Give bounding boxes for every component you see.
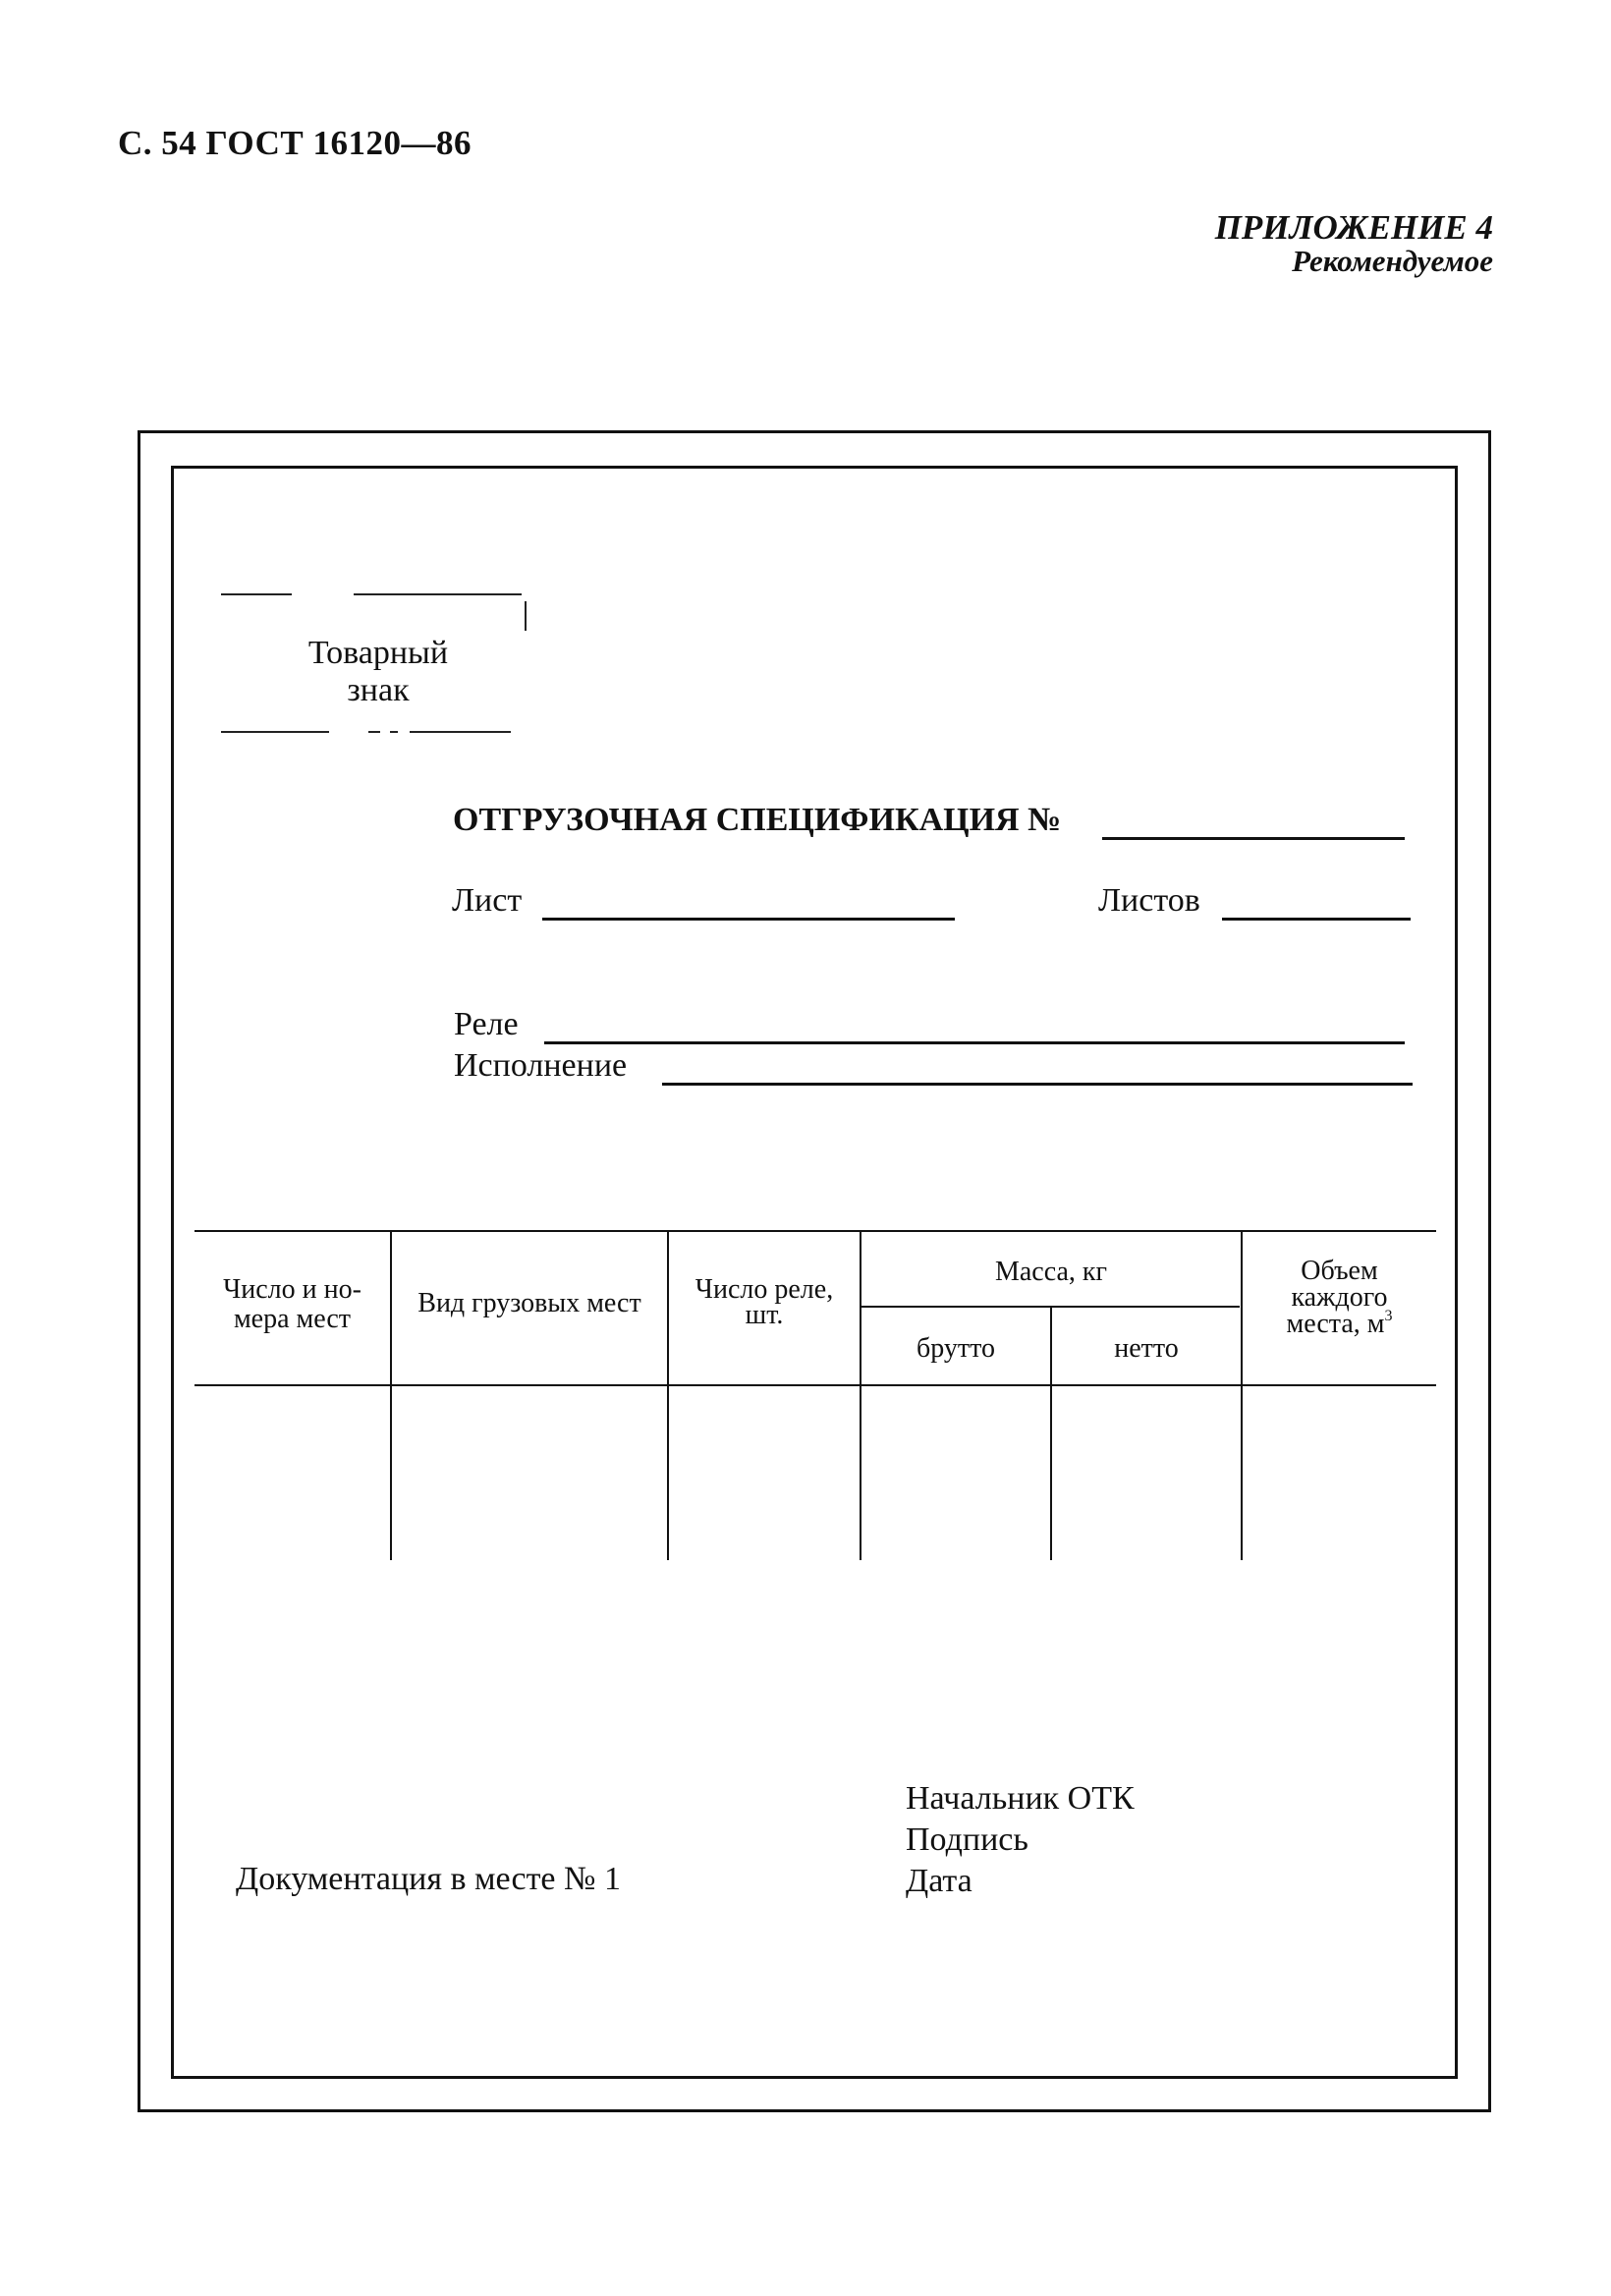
date-label: Дата bbox=[906, 1863, 972, 1899]
table-col-divider bbox=[390, 1230, 392, 1560]
version-field[interactable] bbox=[662, 1083, 1413, 1086]
trademark-border bbox=[354, 593, 409, 595]
trademark-label: Товарный знак bbox=[307, 635, 449, 708]
sheets-label: Листов bbox=[1098, 882, 1200, 919]
appendix-title: ПРИЛОЖЕНИЕ 4 bbox=[1214, 208, 1493, 247]
trademark-border bbox=[525, 601, 527, 631]
sheet-label: Лист bbox=[452, 882, 523, 919]
table-top-rule bbox=[194, 1230, 1436, 1232]
col-gross-header: брутто bbox=[917, 1333, 995, 1364]
sheets-field[interactable] bbox=[1222, 918, 1411, 921]
trademark-border bbox=[410, 731, 511, 733]
table-header-rule bbox=[194, 1384, 1436, 1386]
appendix-heading bbox=[1215, 208, 1493, 279]
trademark-border bbox=[221, 731, 329, 733]
col-places-header: Число и но- мера мест bbox=[223, 1274, 361, 1334]
col-mass-header: Масса, кг bbox=[994, 1257, 1108, 1287]
trademark-border bbox=[221, 593, 292, 595]
signature-label: Подпись bbox=[906, 1821, 1028, 1858]
qc-chief-label: Начальник ОТК bbox=[906, 1780, 1135, 1817]
col-cargo-header: Вид грузовых мест bbox=[417, 1288, 641, 1318]
trademark-border bbox=[408, 593, 522, 595]
documentation-note: Документация в месте № 1 bbox=[236, 1861, 621, 1897]
version-label: Исполнение bbox=[454, 1047, 628, 1084]
signature-block bbox=[906, 1778, 1135, 1902]
col-relay-header: Число реле, шт. bbox=[694, 1274, 834, 1330]
spec-number-field[interactable] bbox=[1102, 837, 1405, 840]
page-header: С. 54 ГОСТ 16120—86 bbox=[118, 124, 472, 162]
trademark-border bbox=[390, 731, 398, 733]
trademark-box bbox=[221, 593, 535, 737]
sheet-field[interactable] bbox=[542, 918, 955, 921]
col-volume-header: Объем каждого места, $м^3$ bbox=[1286, 1256, 1393, 1339]
appendix-subtitle: Рекомендуемое bbox=[1292, 244, 1493, 278]
relay-label: Реле bbox=[454, 1006, 519, 1042]
spec-title: ОТГРУЗОЧНАЯ СПЕЦИФИКАЦИЯ № bbox=[453, 802, 1062, 838]
relay-field[interactable] bbox=[544, 1041, 1405, 1044]
trademark-border bbox=[368, 731, 380, 733]
col-net-header: нетто bbox=[1114, 1333, 1179, 1364]
